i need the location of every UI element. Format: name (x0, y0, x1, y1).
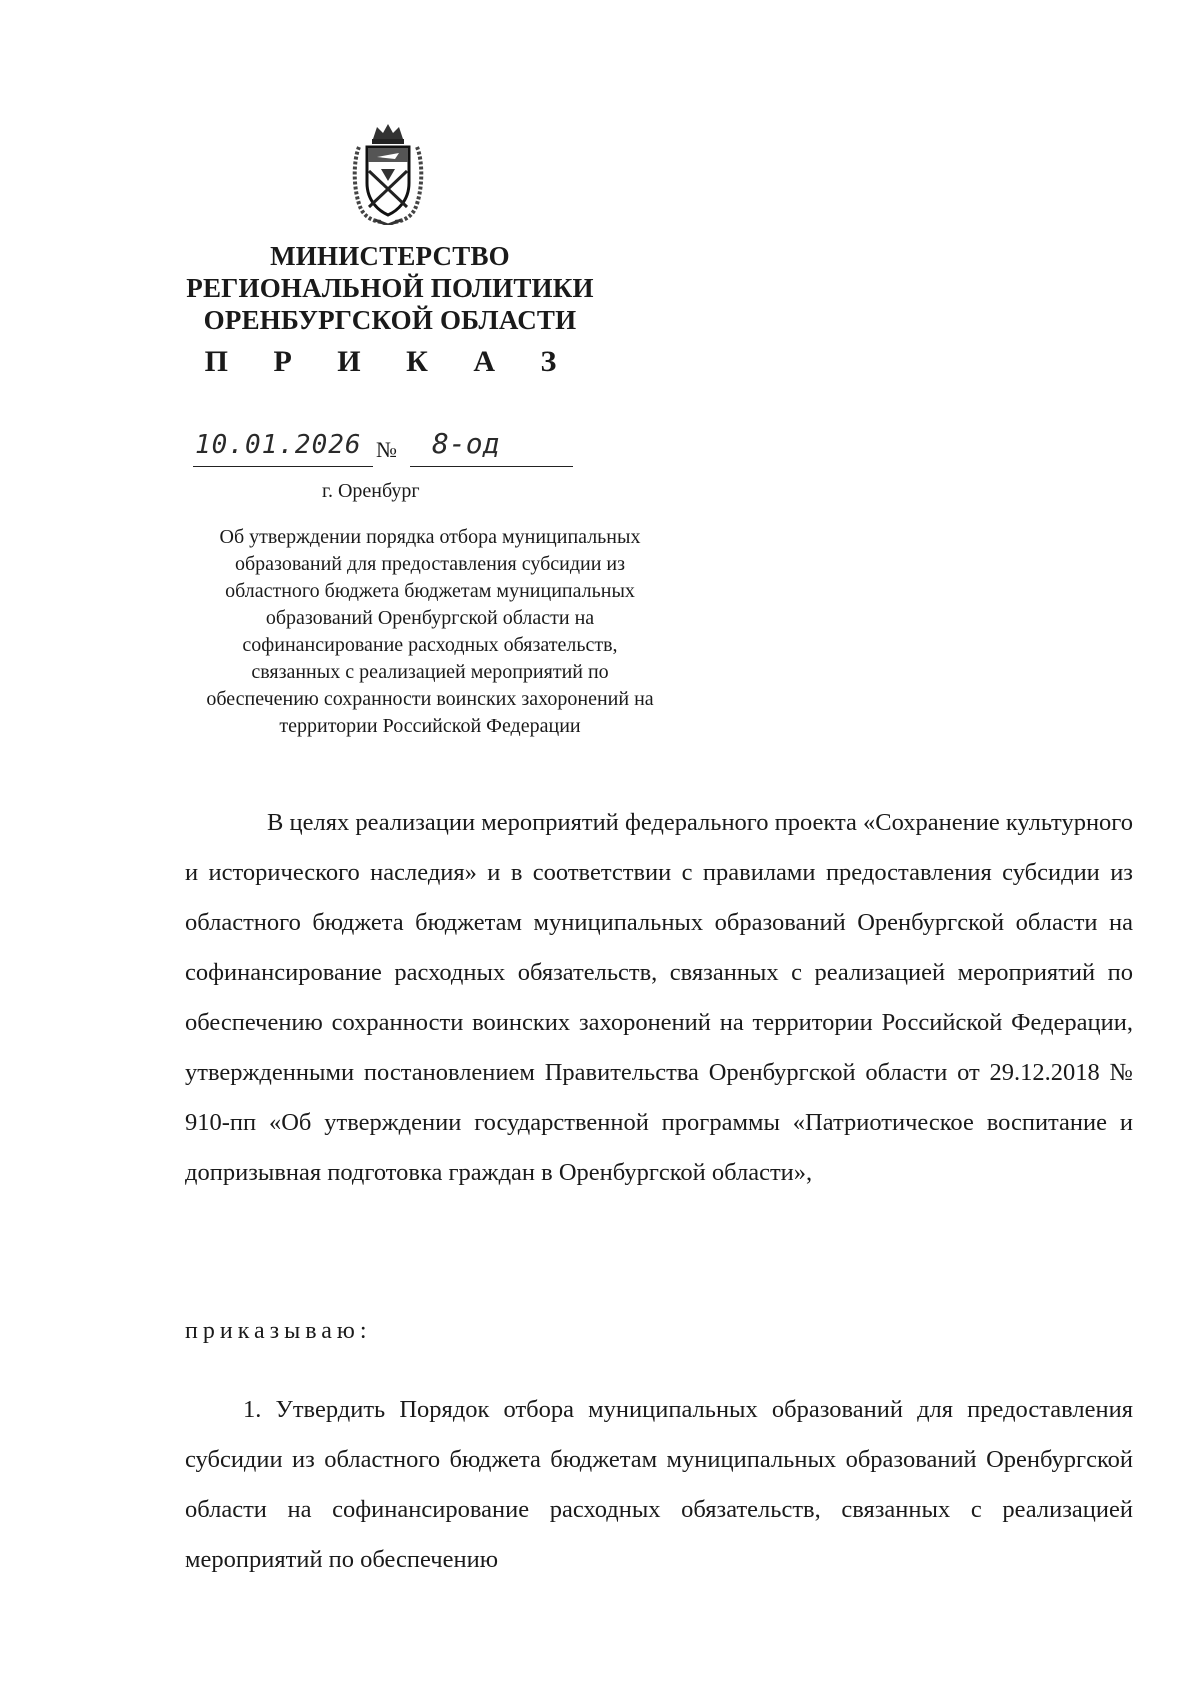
title-line: образований для предоставления субсидии из (234, 553, 626, 575)
ministry-line-1: МИНИСТЕРСТВО (270, 241, 510, 271)
ministry-name (150, 240, 630, 336)
order-date: 10.01.2026 (195, 430, 362, 460)
number-sign: № (376, 437, 397, 462)
title-line: Об утверждении порядка отбора муниципальных (219, 526, 641, 548)
city: г. Оренбург (322, 480, 420, 502)
number-underline (410, 466, 573, 467)
order-title (150, 524, 710, 740)
title-line: обеспечению сохранности воинских захоронений на (206, 688, 654, 710)
title-line: областного бюджета бюджетам муниципальных (225, 580, 635, 602)
title-line: территории Российской Федерации (279, 715, 581, 737)
point-1-paragraph: 1. Утвердить Порядок отбора муниципальных образований для предоставления субсидии из областного бюджета бюджетам муниципальных образований Оренбургской области на софинансирование расходных обязательств, связанных с реализацией мероприятий по обеспечению (185, 1396, 1133, 1573)
preamble-paragraph: В целях реализации мероприятий федерального проекта «Сохранение культурного и исторического наследия» и в соответствии с правилами предоставления субсидии из областного бюджета бюджетам муниципальных образований Оренбургской области на софинансирование расходных обязательств, связанных с реализацией мероприятий по обеспечению сохранности воинских захоронений на территории Российской Федерации, утвержденными постановлением Правительства Оренбургской области от 29.12.2018 № 910-пп «Об утверждении государственной программы «Патриотическое воспитание и допризывная подготовка граждан в Оренбургской области», (185, 809, 1133, 1186)
order-number: 8-од (432, 427, 500, 460)
title-line: софинансирование расходных обязательств, (242, 634, 618, 656)
date-underline (193, 466, 373, 467)
document-type: П Р И К А З (204, 345, 576, 378)
title-line: связанных с реализацией мероприятий по (251, 661, 609, 683)
title-line: образований Оренбургской области на (265, 607, 595, 629)
ministry-line-2: РЕГИОНАЛЬНОЙ ПОЛИТИКИ (186, 273, 594, 303)
coat-of-arms-icon (351, 121, 425, 225)
ministry-line-3: ОРЕНБУРГСКОЙ ОБЛАСТИ (203, 305, 577, 335)
order-word: приказываю: (185, 1318, 372, 1344)
